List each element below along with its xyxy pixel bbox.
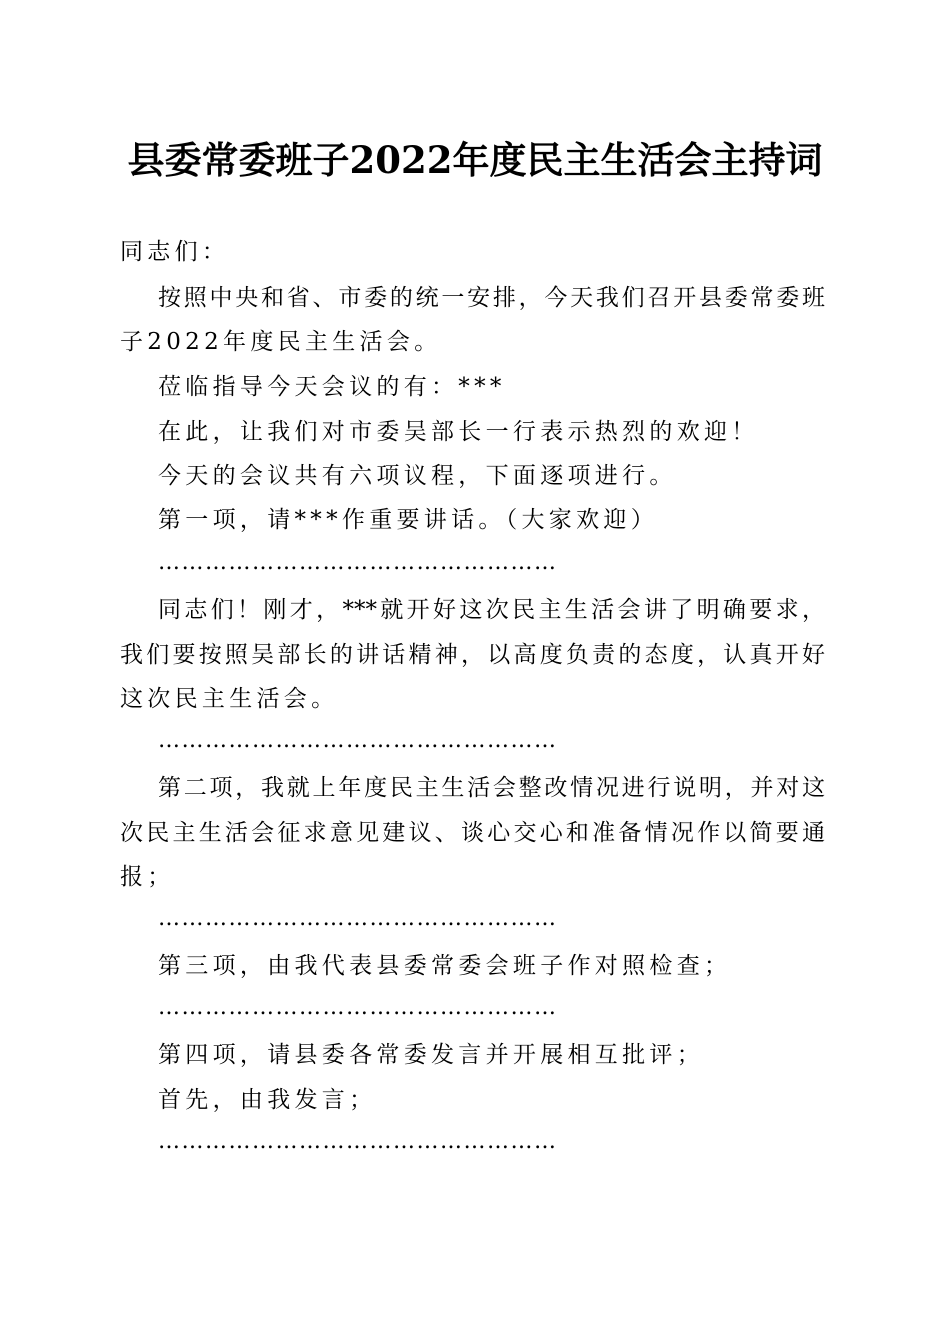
- paragraph-line: 莅临指导今天会议的有：***: [158, 374, 506, 400]
- paragraph-line: 同志们！刚才，***就开好这次民主生活会讲了明确要求，: [158, 597, 825, 623]
- paragraph-line: 今天的会议共有六项议程，下面逐项进行。: [158, 463, 677, 489]
- paragraph-line: 次民主生活会征求意见建议、谈心交心和准备情况作以简要通: [120, 820, 825, 846]
- paragraph-line: 第二项，我就上年度民主生活会整改情况进行说明，并对这: [158, 775, 825, 801]
- paragraph-line: 第四项，请县委各常委发言并开展相互批评；: [158, 1042, 704, 1068]
- paragraph-line: 第三项，由我代表县委常委会班子作对照检查；: [158, 953, 732, 979]
- paragraph-line: 子2022年度民主生活会。: [120, 329, 442, 355]
- ellipsis-divider: ……………………………………………: [158, 995, 558, 1020]
- ellipsis-divider: ……………………………………………: [158, 906, 558, 931]
- paragraph-line: 首先，由我发言；: [158, 1087, 377, 1113]
- paragraph-line: 在此，让我们对市委吴部长一行表示热烈的欢迎！: [158, 419, 759, 445]
- document-title: 县委常委班子2022年度民主生活会主持词: [127, 138, 823, 182]
- paragraph-line: 我们要按照吴部长的讲话精神，以高度负责的态度，认真开好: [120, 642, 825, 668]
- salutation: 同志们：: [120, 239, 230, 265]
- ellipsis-divider: ……………………………………………: [158, 1129, 558, 1154]
- paragraph-line: 第一项，请***作重要讲话。（大家欢迎）: [158, 507, 658, 533]
- ellipsis-divider: ……………………………………………: [158, 728, 558, 753]
- paragraph-line: 按照中央和省、市委的统一安排，今天我们召开县委常委班: [158, 285, 825, 311]
- ellipsis-divider: ……………………………………………: [158, 550, 558, 575]
- paragraph-line: 报；: [120, 864, 175, 890]
- paragraph-line: 这次民主生活会。: [120, 686, 339, 712]
